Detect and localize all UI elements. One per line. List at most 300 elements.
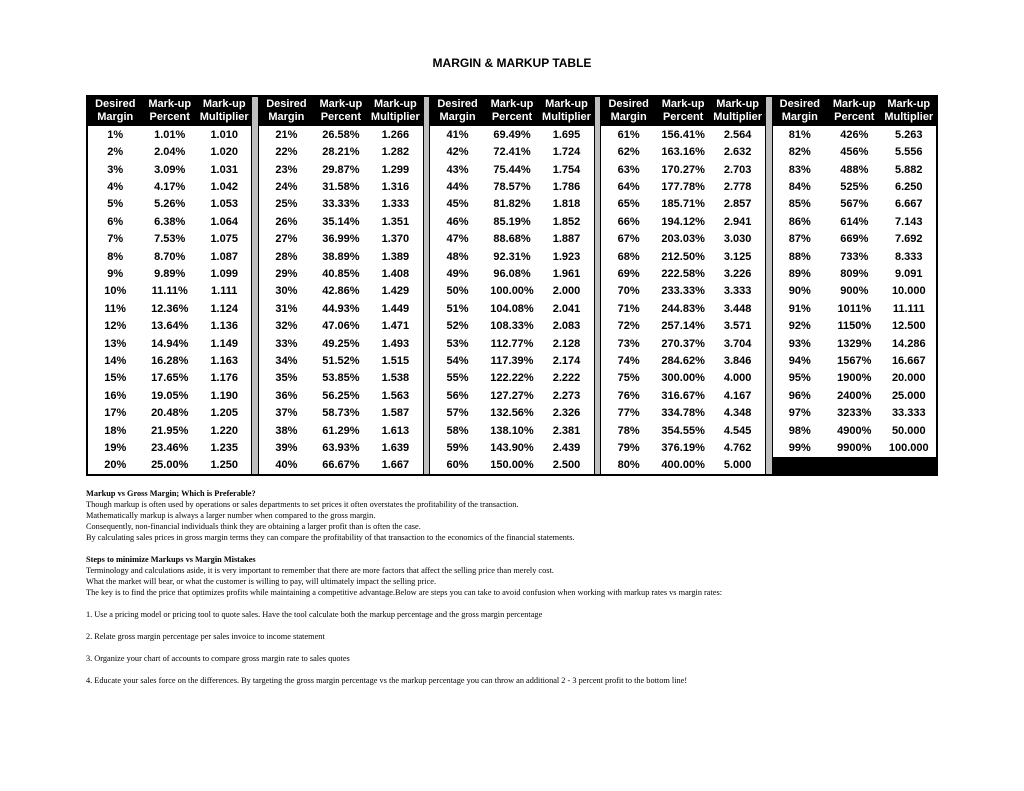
notes-heading-markup-vs-margin: Markup vs Gross Margin; Which is Preferable? xyxy=(86,489,256,498)
markup-percent-cell: 36.99% xyxy=(322,233,360,246)
header-desired-margin: Desired Margin xyxy=(437,98,478,123)
multiplier-cell: 1.449 xyxy=(381,302,410,315)
margin-cell: 11% xyxy=(104,302,126,315)
markup-percent-cell: 132.56% xyxy=(490,407,534,420)
notes-line: Though markup is often used by operations or sales departments to set prices it often overstates the profitability of the transaction. xyxy=(86,500,519,509)
margin-cell: 99% xyxy=(788,442,811,455)
margin-cell: 34% xyxy=(275,354,298,367)
margin-cell: 27% xyxy=(275,233,298,246)
margin-cell: 26% xyxy=(275,215,298,228)
multiplier-cell: 1.205 xyxy=(210,407,238,420)
table-row xyxy=(430,161,593,178)
markup-percent-cell: 177.78% xyxy=(661,180,705,193)
margin-cell: 43% xyxy=(446,163,469,176)
multiplier-cell: 1.887 xyxy=(552,233,581,246)
markup-percent-cell: 270.37% xyxy=(661,337,705,350)
multiplier-cell: 6.250 xyxy=(895,180,923,193)
table-row xyxy=(430,300,593,317)
markup-percent-cell: 3233% xyxy=(837,407,872,420)
notes-heading-steps: Steps to minimize Markups vs Margin Mistakes xyxy=(86,555,256,564)
multiplier-cell: 1.163 xyxy=(210,354,238,367)
table-row xyxy=(259,213,422,230)
multiplier-cell: 5.000 xyxy=(723,459,752,472)
margin-cell: 47% xyxy=(446,233,469,246)
table-row xyxy=(773,143,936,160)
table-row xyxy=(430,439,593,456)
table-row xyxy=(259,283,422,300)
margin-cell: 65% xyxy=(617,198,640,211)
header-markup-percent: Mark-up Percent xyxy=(148,98,192,123)
table-row xyxy=(773,196,936,213)
markup-percent-cell: 66.67% xyxy=(322,459,360,472)
markup-percent-cell: 12.36% xyxy=(151,302,189,315)
margin-cell: 51% xyxy=(446,302,469,315)
multiplier-cell: 5.263 xyxy=(895,128,923,141)
table-row xyxy=(259,248,422,265)
table-row xyxy=(773,300,936,317)
table-row xyxy=(88,370,251,387)
multiplier-cell: 2.174 xyxy=(552,354,581,367)
table-row xyxy=(773,439,936,456)
markup-percent-cell: 88.68% xyxy=(493,233,531,246)
markup-percent-cell: 44.93% xyxy=(322,302,360,315)
multiplier-cell: 1.852 xyxy=(552,215,581,228)
margin-cell: 40% xyxy=(275,459,298,472)
multiplier-cell: 6.667 xyxy=(895,198,923,211)
multiplier-cell: 1.351 xyxy=(381,215,410,228)
margin-cell: 44% xyxy=(446,180,469,193)
markup-percent-cell: 63.93% xyxy=(322,442,360,455)
multiplier-cell: 1.754 xyxy=(552,163,581,176)
table-row xyxy=(430,352,593,369)
table-row xyxy=(601,405,764,422)
column-group xyxy=(430,97,593,474)
margin-cell: 3% xyxy=(107,163,124,176)
margin-cell: 19% xyxy=(104,442,127,455)
header-desired-margin: Desired Margin xyxy=(779,98,820,123)
markup-percent-cell: 81.82% xyxy=(493,198,531,211)
margin-cell: 61% xyxy=(617,128,640,141)
multiplier-cell: 1.370 xyxy=(381,233,410,246)
table-row xyxy=(773,248,936,265)
header-markup-percent: Mark-up Percent xyxy=(832,98,876,123)
margin-cell: 82% xyxy=(788,146,811,159)
multiplier-cell: 3.846 xyxy=(723,354,752,367)
margin-cell: 89% xyxy=(788,267,811,280)
multiplier-cell: 5.882 xyxy=(895,163,923,176)
markup-percent-cell: 733% xyxy=(840,250,869,263)
table-row xyxy=(430,196,593,213)
margin-cell: 10% xyxy=(104,285,127,298)
header-desired-margin: Desired Margin xyxy=(266,98,307,123)
table-row xyxy=(88,126,251,143)
step-item: 2. Relate gross margin percentage per sales invoice to income statement xyxy=(86,632,325,641)
table-row xyxy=(88,178,251,195)
markup-percent-cell: 3.09% xyxy=(154,163,186,176)
markup-percent-cell: 426% xyxy=(840,128,869,141)
header-markup-multiplier: Mark-up Multiplier xyxy=(542,98,591,123)
markup-percent-cell: 8.70% xyxy=(154,250,186,263)
markup-percent-cell: 163.16% xyxy=(661,146,705,159)
margin-cell: 8% xyxy=(107,250,124,263)
markup-percent-cell: 300.00% xyxy=(661,372,705,385)
table-row xyxy=(773,422,936,439)
table-row xyxy=(430,387,593,404)
multiplier-cell: 3.571 xyxy=(723,320,752,333)
markup-percent-cell: 47.06% xyxy=(322,320,360,333)
markup-percent-cell: 108.33% xyxy=(490,320,534,333)
table-row xyxy=(601,178,764,195)
multiplier-cell: 1.563 xyxy=(381,389,410,402)
multiplier-cell: 8.333 xyxy=(895,250,923,263)
margin-cell: 73% xyxy=(617,337,640,350)
multiplier-cell: 2.564 xyxy=(723,128,752,141)
column-group xyxy=(601,97,764,474)
multiplier-cell: 2.941 xyxy=(723,215,752,228)
multiplier-cell: 1.149 xyxy=(210,337,238,350)
margin-cell: 54% xyxy=(446,354,469,367)
multiplier-cell: 2.381 xyxy=(552,424,581,437)
multiplier-cell: 1.961 xyxy=(552,267,581,280)
markup-percent-cell: 122.22% xyxy=(490,372,534,385)
markup-percent-cell: 1011% xyxy=(837,302,872,315)
table-row xyxy=(88,283,251,300)
margin-cell: 55% xyxy=(446,372,469,385)
multiplier-cell: 9.091 xyxy=(895,267,923,280)
markup-percent-cell: 100.00% xyxy=(490,285,534,298)
multiplier-cell: 1.408 xyxy=(381,267,410,280)
header-markup-multiplier: Mark-up Multiplier xyxy=(199,98,249,123)
margin-cell: 83% xyxy=(788,163,811,176)
table-row xyxy=(773,352,936,369)
margin-cell: 30% xyxy=(275,285,298,298)
multiplier-cell: 1.471 xyxy=(381,320,410,333)
margin-cell: 79% xyxy=(617,442,640,455)
markup-percent-cell: 316.67% xyxy=(661,389,705,402)
table-row xyxy=(773,213,936,230)
markup-percent-cell: 31.58% xyxy=(322,180,360,193)
table-row xyxy=(430,265,593,282)
multiplier-cell: 1.075 xyxy=(210,233,238,246)
table-row xyxy=(259,265,422,282)
markup-percent-cell: 284.62% xyxy=(661,354,705,367)
multiplier-cell: 1.923 xyxy=(552,250,581,263)
table-row xyxy=(601,370,764,387)
column-group-separator xyxy=(765,97,773,474)
margin-cell: 58% xyxy=(446,424,469,437)
margin-cell: 67% xyxy=(617,233,640,246)
table-row xyxy=(601,196,764,213)
table-row xyxy=(601,352,764,369)
table-row xyxy=(773,161,936,178)
margin-cell: 48% xyxy=(446,250,469,263)
table-row xyxy=(259,457,422,474)
table-row xyxy=(259,196,422,213)
table-row xyxy=(430,335,593,352)
margin-cell: 70% xyxy=(617,285,640,298)
header-markup-multiplier: Mark-up Multiplier xyxy=(713,98,763,123)
multiplier-cell: 1.250 xyxy=(210,459,238,472)
multiplier-cell: 33.333 xyxy=(891,407,926,420)
multiplier-cell: 1.176 xyxy=(210,372,238,385)
table-row xyxy=(430,248,593,265)
table-row xyxy=(773,317,936,334)
markup-percent-cell: 61.29% xyxy=(322,424,360,437)
notes-line: The key is to find the price that optimizes profits while maintaining a competitive advantage.Below are steps you can take to avoid confusion when working with markup rates vs margin rates: xyxy=(86,588,723,597)
margin-cell: 24% xyxy=(275,180,298,193)
table-row xyxy=(601,457,764,474)
markup-percent-cell: 104.08% xyxy=(490,302,534,315)
multiplier-cell: 1.220 xyxy=(210,424,238,437)
table-row xyxy=(88,352,251,369)
margin-cell: 38% xyxy=(275,424,298,437)
markup-percent-cell: 150.00% xyxy=(490,459,534,472)
multiplier-cell: 4.167 xyxy=(723,389,752,402)
table-row xyxy=(773,387,936,404)
markup-percent-cell: 567% xyxy=(840,198,869,211)
table-row xyxy=(259,405,422,422)
markup-percent-cell: 244.83% xyxy=(661,302,705,315)
column-group xyxy=(259,97,422,474)
margin-cell: 2% xyxy=(107,146,124,159)
table-row xyxy=(88,387,251,404)
multiplier-cell: 7.692 xyxy=(895,233,923,246)
markup-percent-cell: 96.08% xyxy=(493,267,531,280)
table-row xyxy=(430,126,593,143)
margin-cell: 39% xyxy=(275,442,298,455)
table-row xyxy=(601,213,764,230)
multiplier-cell: 2.273 xyxy=(552,389,581,402)
markup-percent-cell: 1.01% xyxy=(154,128,186,141)
table-row xyxy=(88,422,251,439)
markup-percent-cell: 7.53% xyxy=(154,233,186,246)
table-row xyxy=(88,265,251,282)
table-row xyxy=(259,335,422,352)
multiplier-cell: 1.299 xyxy=(381,163,410,176)
multiplier-cell: 1.786 xyxy=(552,180,581,193)
table-row xyxy=(88,143,251,160)
multiplier-cell: 2.857 xyxy=(723,198,752,211)
markup-percent-cell: 4900% xyxy=(837,424,872,437)
markup-percent-cell: 14.94% xyxy=(151,337,189,350)
multiplier-cell: 5.556 xyxy=(895,146,923,159)
table-row xyxy=(773,335,936,352)
table-row xyxy=(259,370,422,387)
markup-percent-cell: 56.25% xyxy=(322,389,360,402)
table-row xyxy=(601,143,764,160)
multiplier-cell: 4.348 xyxy=(723,407,752,420)
multiplier-cell: 14.286 xyxy=(891,337,926,350)
margin-cell: 49% xyxy=(446,267,469,280)
multiplier-cell: 1.020 xyxy=(210,146,238,159)
margin-cell: 92% xyxy=(788,320,811,333)
margin-cell: 53% xyxy=(446,337,469,350)
margin-cell: 94% xyxy=(788,354,811,367)
multiplier-cell: 20.000 xyxy=(891,372,926,385)
multiplier-cell: 1.266 xyxy=(381,128,410,141)
markup-percent-cell: 170.27% xyxy=(661,163,705,176)
markup-percent-cell: 42.86% xyxy=(322,285,360,298)
margin-cell: 63% xyxy=(617,163,640,176)
multiplier-cell: 25.000 xyxy=(891,389,926,402)
margin-cell: 1% xyxy=(107,128,124,141)
table-row xyxy=(601,439,764,456)
notes-line: Mathematically markup is always a larger number when compared to the gross margin. xyxy=(86,511,376,520)
margin-cell: 95% xyxy=(788,372,811,385)
margin-cell: 4% xyxy=(107,180,124,193)
margin-cell: 60% xyxy=(446,459,469,472)
column-group-separator xyxy=(594,97,602,474)
multiplier-cell: 50.000 xyxy=(891,424,926,437)
multiplier-cell: 1.613 xyxy=(381,424,410,437)
markup-percent-cell: 185.71% xyxy=(661,198,705,211)
margin-cell: 84% xyxy=(788,180,811,193)
multiplier-cell: 100.000 xyxy=(888,442,929,455)
multiplier-cell: 3.333 xyxy=(723,285,752,298)
markup-percent-cell: 17.65% xyxy=(151,372,189,385)
table-row xyxy=(430,317,593,334)
multiplier-cell: 1.493 xyxy=(381,337,410,350)
markup-percent-cell: 614% xyxy=(840,215,869,228)
margin-cell: 32% xyxy=(275,320,298,333)
markup-percent-cell: 4.17% xyxy=(154,180,186,193)
multiplier-cell: 1.053 xyxy=(210,198,238,211)
margin-cell: 9% xyxy=(107,267,124,280)
markup-percent-cell: 40.85% xyxy=(322,267,360,280)
markup-percent-cell: 29.87% xyxy=(322,163,360,176)
margin-cell: 59% xyxy=(446,442,469,455)
margin-cell: 16% xyxy=(104,389,127,402)
margin-cell: 28% xyxy=(275,250,298,263)
markup-percent-cell: 156.41% xyxy=(661,128,705,141)
table-row xyxy=(88,317,251,334)
multiplier-cell: 4.545 xyxy=(723,424,752,437)
margin-cell: 22% xyxy=(275,146,298,159)
markup-percent-cell: 78.57% xyxy=(493,180,531,193)
multiplier-cell: 1.031 xyxy=(210,163,238,176)
multiplier-cell: 10.000 xyxy=(891,285,926,298)
margin-cell: 66% xyxy=(617,215,640,228)
margin-cell: 6% xyxy=(107,215,124,228)
margin-cell: 91% xyxy=(788,302,811,315)
margin-cell: 72% xyxy=(617,320,640,333)
column-group-separator xyxy=(423,97,431,474)
multiplier-cell: 2.326 xyxy=(552,407,581,420)
notes-line: What the market will bear, or what the customer is willing to pay, will ultimately impact the selling price. xyxy=(86,577,437,586)
blank-row xyxy=(773,457,936,474)
margin-cell: 86% xyxy=(788,215,811,228)
margin-cell: 15% xyxy=(104,372,127,385)
table-row xyxy=(430,457,593,474)
multiplier-cell: 1.099 xyxy=(210,267,238,280)
header-row xyxy=(88,97,251,126)
multiplier-cell: 1.429 xyxy=(381,285,410,298)
markup-percent-cell: 456% xyxy=(840,146,869,159)
margin-cell: 12% xyxy=(104,320,127,333)
markup-percent-cell: 400.00% xyxy=(661,459,705,472)
table-row xyxy=(773,370,936,387)
step-item: 1. Use a pricing model or pricing tool to quote sales. Have the tool calculate both the markup percentage and the gross margin percentage xyxy=(86,610,543,619)
table-row xyxy=(430,178,593,195)
header-markup-percent: Mark-up Percent xyxy=(319,98,363,123)
multiplier-cell: 16.667 xyxy=(891,354,926,367)
header-desired-margin: Desired Margin xyxy=(608,98,649,123)
margin-cell: 42% xyxy=(446,146,469,159)
markup-percent-cell: 334.78% xyxy=(661,407,705,420)
table-row xyxy=(88,439,251,456)
multiplier-cell: 3.030 xyxy=(723,233,752,246)
table-row xyxy=(259,178,422,195)
margin-cell: 75% xyxy=(617,372,640,385)
margin-cell: 69% xyxy=(617,267,640,280)
multiplier-cell: 1.818 xyxy=(552,198,581,211)
margin-cell: 45% xyxy=(446,198,469,211)
multiplier-cell: 3.704 xyxy=(723,337,752,350)
table-row xyxy=(773,265,936,282)
multiplier-cell: 1.136 xyxy=(210,320,238,333)
markup-percent-cell: 376.19% xyxy=(661,442,705,455)
margin-cell: 52% xyxy=(446,320,469,333)
table-row xyxy=(601,422,764,439)
markup-percent-cell: 28.21% xyxy=(322,146,360,159)
markup-percent-cell: 117.39% xyxy=(490,354,534,367)
markup-percent-cell: 2.04% xyxy=(154,146,186,159)
table-row xyxy=(601,248,764,265)
margin-cell: 7% xyxy=(107,233,124,246)
table-row xyxy=(88,405,251,422)
markup-percent-cell: 900% xyxy=(840,285,869,298)
table-row xyxy=(259,161,422,178)
markup-percent-cell: 72.41% xyxy=(493,146,531,159)
markup-percent-cell: 138.10% xyxy=(490,424,534,437)
margin-cell: 14% xyxy=(104,354,127,367)
markup-percent-cell: 26.58% xyxy=(322,128,360,141)
markup-percent-cell: 194.12% xyxy=(661,215,705,228)
multiplier-cell: 1.538 xyxy=(381,372,410,385)
margin-cell: 76% xyxy=(617,389,640,402)
multiplier-cell: 1.333 xyxy=(381,198,410,211)
table-row xyxy=(88,213,251,230)
multiplier-cell: 1.587 xyxy=(381,407,410,420)
margin-markup-table xyxy=(86,95,938,476)
margin-cell: 13% xyxy=(104,337,127,350)
markup-percent-cell: 143.90% xyxy=(490,442,534,455)
notes-line: Consequently, non-financial individuals think they are obtaining a larger profit than is often the case. xyxy=(86,522,421,531)
multiplier-cell: 4.762 xyxy=(723,442,752,455)
table-row xyxy=(601,335,764,352)
table-row xyxy=(259,439,422,456)
multiplier-cell: 1.389 xyxy=(381,250,410,263)
markup-percent-cell: 69.49% xyxy=(493,128,531,141)
markup-percent-cell: 92.31% xyxy=(493,250,531,263)
table-row xyxy=(773,405,936,422)
margin-cell: 68% xyxy=(617,250,640,263)
markup-percent-cell: 35.14% xyxy=(322,215,360,228)
multiplier-cell: 1.124 xyxy=(210,302,238,315)
multiplier-cell: 11.111 xyxy=(892,302,925,315)
markup-percent-cell: 53.85% xyxy=(322,372,360,385)
table-row xyxy=(259,300,422,317)
markup-percent-cell: 49.25% xyxy=(322,337,360,350)
multiplier-cell: 2.632 xyxy=(723,146,752,159)
multiplier-cell: 1.282 xyxy=(381,146,410,159)
multiplier-cell: 1.064 xyxy=(210,215,238,228)
margin-cell: 36% xyxy=(275,389,298,402)
margin-cell: 33% xyxy=(275,337,298,350)
margin-cell: 31% xyxy=(275,302,298,315)
table-row xyxy=(259,422,422,439)
table-row xyxy=(259,352,422,369)
